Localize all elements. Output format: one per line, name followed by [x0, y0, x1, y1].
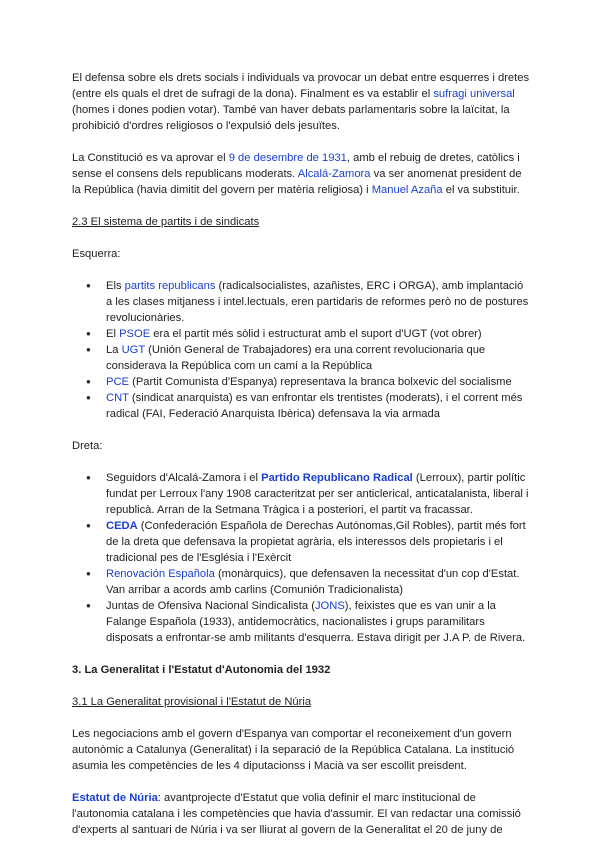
link-sufragi-universal[interactable]: sufragi universal [433, 88, 515, 100]
link-renovacion-espanola[interactable]: Renovación Española [106, 568, 215, 580]
text: El defensa sobre els drets socials i individuals va provocar un debat entre esquerres i dretes (entre els quals el dret de sufragi de la dona). Finalment es va establir el [72, 72, 530, 100]
list-item [72, 342, 530, 374]
text: , amb el rebuig de dretes, catòlics i sense el consens dels republicans moderats. [72, 152, 520, 180]
label-dreta: Dreta: [72, 440, 103, 452]
list-item [72, 390, 530, 422]
heading-3: 3. La Generalitat i l'Estatut d'Autonomia del 1932 [72, 664, 331, 676]
link-ceda[interactable]: CEDA [106, 520, 138, 532]
text: El [106, 328, 120, 340]
text: (Unión General de Trabajadores) era una corrent revolucionaria que considerava la República com un camí a la República [106, 344, 486, 372]
link-pce[interactable]: PCE [106, 376, 130, 388]
link-psoe[interactable]: PSOE [119, 328, 151, 340]
link-date-1931[interactable]: 9 de desembre de 1931 [228, 152, 347, 164]
list-item [72, 518, 530, 566]
link-manuel-azana[interactable]: Manuel Azaña [371, 184, 443, 196]
label-esquerra: Esquerra: [72, 248, 121, 260]
text: era el partit més sòlid i estructurat amb el suport d'UGT (vot obrer) [150, 328, 482, 340]
link-cnt[interactable]: CNT [106, 392, 129, 404]
text: (homes i dones podien votar). També van haver debats parlamentaris sobre la laïcitat, la prohibició d'ordres religiosos o l'expulsió dels jesuïtes. [72, 104, 510, 132]
list-item [72, 470, 530, 518]
heading-3-1: 3.1 La Generalitat provisional i l'Estatut de Núria [72, 696, 312, 708]
list-item [72, 598, 530, 646]
paragraph-estatut-nuria [72, 790, 530, 838]
list-item [72, 566, 530, 598]
list-item [72, 278, 530, 326]
list-dreta [72, 470, 530, 646]
document-body [72, 70, 530, 838]
text: (radicalsocialistes, azañistes, ERC i ORGA), amb implantació a les clases mitjaness i intel.lectuals, eren partidaris de reformes però no de postures revolucionàries. [106, 280, 529, 324]
text: : avantprojecte d'Estatut que volia definir el marc institucional de l'autonomia catalana i les competències que havia d'assumir. El van redactar una comissió d'experts al santuari de Núria i va ser lliurat al govern de la Generalitat el 20 de juny de [72, 792, 521, 836]
link-partido-republicano-radical[interactable]: Partido Republicano Radical [261, 472, 413, 484]
paragraph-negociacions: Les negociacions amb el govern d'Espanya van comportar el reconeixement d'un govern autonòmic a Catalunya (Generalitat) i la separació de la República Catalana. La institució asumia les competències de les 4 diputacionss i Macià va ser escollit preisdent. [72, 728, 515, 772]
text: ), feixistes que es van unir a la Falange Española (1933), antidemocràtics, nacionalistes i grups paramilitars disposats a enfrontar-se amb militants d'esquerra. Estava dirigit per J.A P. de Rivera. [106, 600, 526, 644]
paragraph-constitucio [72, 150, 530, 198]
link-jons[interactable]: JONS [314, 600, 345, 612]
list-item [72, 374, 530, 390]
text: (sindicat anarquista) es van enfrontar els trentistes (moderats), i el corrent més radical (FAI, Federació Anarquista Ibèrica) defensava la via armada [106, 392, 523, 420]
list-esquerra [72, 278, 530, 422]
text: Els [106, 280, 125, 292]
text: el va substituir. [442, 184, 520, 196]
text: Juntas de Ofensiva Nacional Sindicalista ( [106, 600, 315, 612]
text: La Constitució es va aprovar el [72, 152, 229, 164]
text: La [106, 344, 122, 356]
heading-2-3: 2.3 El sistema de partits i de sindicats [72, 216, 260, 228]
link-ugt[interactable]: UGT [121, 344, 145, 356]
list-item [72, 326, 530, 342]
link-estatut-de-nuria[interactable]: Estatut de Núria [72, 792, 158, 804]
text: (Confederación Española de Derechas Autónomas,Gil Robles), partit més fort de la dreta que defensava la propietat agrària, els interessos dels propietaris i el tradicional pes de l'Església i l'Exèrcit [106, 520, 526, 564]
text: va ser anomenat president de la República (havia dimitit del govern per matèria religiosa) i [72, 168, 522, 196]
text: (monàrquics), que defensaven la necessitat d'un cop d'Estat. Van arribar a acords amb carlins (Comunión Tradicionalista) [106, 568, 520, 596]
text: (Partit Comunista d'Espanya) representava la branca bolxevic del socialisme [129, 376, 512, 388]
paragraph-sufragi [72, 70, 530, 134]
text: (Lerroux), partir polític fundat per Lerroux l'any 1908 caracteritzat per ser anticlerical, anticatalanista, liberal i republicà. Arran de la Setmana Tràgica i a posteriori, el partit va fracassar. [106, 472, 529, 516]
link-partits-republicans[interactable]: partits republicans [124, 280, 216, 292]
link-alcala-zamora[interactable]: Alcalá-Zamora [297, 168, 371, 180]
text: Seguidors d'Alcalá-Zamora i el [106, 472, 262, 484]
